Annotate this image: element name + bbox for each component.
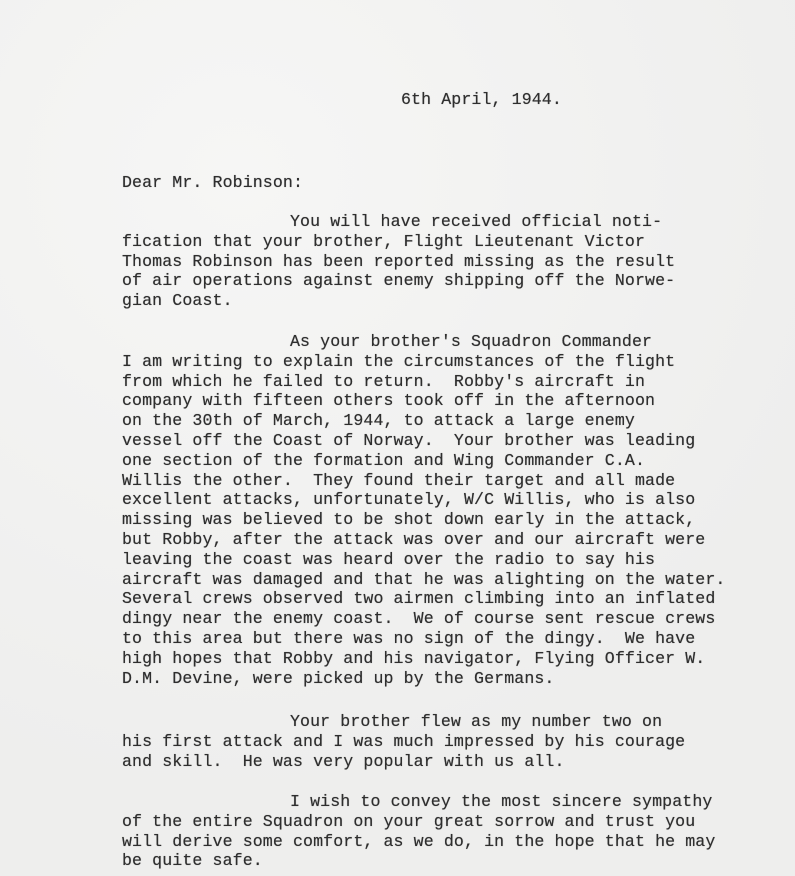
salutation: Dear Mr. Robinson: <box>122 173 304 192</box>
text-line: You will have received official noti- <box>290 212 663 231</box>
letter-date: 6th April, 1944. <box>401 90 562 109</box>
text-line: but Robby, after the attack was over and our aircraft were <box>122 529 706 549</box>
text-line: Thomas Robinson has been reported missing as the result <box>122 251 676 271</box>
text-line: excellent attacks, unfortunately, W/C Willis, who is also <box>122 490 696 510</box>
text-line: his first attack and I was much impressed by his courage <box>122 731 686 751</box>
text-line: dingy near the enemy coast. We of course sent rescue crews <box>122 609 716 629</box>
text-line: to this area but there was no sign of the dingy. We have <box>122 628 696 648</box>
paragraph-sympathy <box>122 792 715 871</box>
text-line: Your brother flew as my number two on <box>290 712 663 731</box>
paragraph-circumstances <box>122 332 725 688</box>
text-line: company with fifteen others took off in the afternoon <box>122 391 656 411</box>
text-line: Several crews observed two airmen climbing into an inflated <box>122 589 716 609</box>
text-line: of the entire Squadron on your great sorrow and trust you <box>122 811 696 831</box>
text-line: I wish to convey the most sincere sympathy <box>290 792 713 811</box>
text-line: high hopes that Robby and his navigator, Flying Officer W. <box>122 648 706 668</box>
text-line: vessel off the Coast of Norway. Your brother was leading <box>122 430 696 450</box>
text-line: and skill. He was very popular with us all. <box>122 751 565 771</box>
text-line: on the 30th of March, 1944, to attack a large enemy <box>122 411 635 431</box>
paragraph-personal <box>122 712 685 771</box>
text-line: I am writing to explain the circumstances of the flight <box>122 351 676 371</box>
text-line: D.M. Devine, were picked up by the Germans. <box>122 668 555 688</box>
text-line: will derive some comfort, as we do, in the hope that he may <box>122 831 716 851</box>
text-line: aircraft was damaged and that he was alighting on the water. <box>122 569 726 589</box>
text-line: fication that your brother, Flight Lieutenant Victor <box>122 231 646 251</box>
text-line: missing was believed to be shot down early in the attack, <box>122 510 696 530</box>
paragraph-notification <box>122 212 675 311</box>
text-line: leaving the coast was heard over the radio to say his <box>122 549 656 569</box>
text-line: As your brother's Squadron Commander <box>290 332 653 351</box>
text-line: Willis the other. They found their target and all made <box>122 470 676 490</box>
text-line: one section of the formation and Wing Commander C.A. <box>122 450 646 470</box>
text-line: of air operations against enemy shipping off the Norwe- <box>122 271 676 291</box>
text-line: be quite safe. <box>122 851 263 871</box>
text-line: gian Coast. <box>122 291 233 311</box>
text-line: from which he failed to return. Robby's aircraft in <box>122 371 646 391</box>
